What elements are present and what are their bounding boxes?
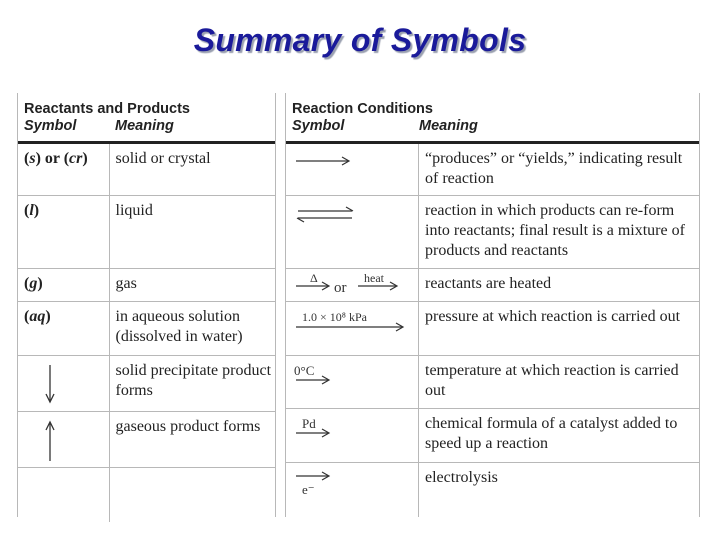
pressure-label: 1.0 × 10⁸ kPa bbox=[302, 309, 367, 324]
table-row bbox=[286, 142, 699, 195]
reactants-products-table bbox=[18, 93, 275, 522]
right-meaning-header: Meaning bbox=[419, 118, 478, 134]
table-row bbox=[18, 195, 275, 268]
delta-label: Δ bbox=[310, 270, 318, 285]
symbol-gas: (g) bbox=[24, 274, 43, 292]
or-label: or bbox=[334, 279, 347, 296]
meaning-cell: solid or crystal bbox=[109, 142, 275, 195]
table-row bbox=[286, 462, 699, 517]
up-arrow-icon bbox=[24, 417, 64, 463]
reaction-conditions-heading: Reaction Conditions bbox=[292, 101, 433, 117]
reaction-conditions-table bbox=[286, 93, 699, 517]
table-row bbox=[286, 301, 699, 355]
meaning-cell: reaction in which products can re-form into reactants; final result is a mixture of products and reactants bbox=[419, 195, 700, 268]
pressure-arrow-icon bbox=[292, 307, 414, 337]
reactants-products-heading: Reactants and Products bbox=[24, 101, 190, 117]
electrolysis-arrow-icon bbox=[292, 468, 372, 502]
table-row bbox=[286, 355, 699, 408]
slide-title: Summary of Symbols bbox=[193, 22, 527, 58]
meaning-cell: chemical formula of a catalyst added to speed up a reaction bbox=[419, 408, 700, 462]
meaning-cell: electrolysis bbox=[419, 462, 700, 517]
right-symbol-header: Symbol bbox=[292, 118, 345, 134]
table-row bbox=[18, 301, 275, 355]
meaning-cell: liquid bbox=[109, 195, 275, 268]
symbol-liquid: (l) bbox=[24, 201, 40, 219]
electrolysis-label: e⁻ bbox=[302, 481, 315, 497]
table-row bbox=[286, 268, 699, 301]
meaning-cell: solid precipitate product forms bbox=[109, 355, 275, 411]
reaction-conditions-panel bbox=[285, 93, 700, 517]
table-row bbox=[286, 195, 699, 268]
meaning-cell: reactants are heated bbox=[419, 268, 700, 301]
catalyst-label: Pd bbox=[302, 415, 316, 431]
meaning-cell: in aqueous solution (dissolved in water) bbox=[109, 301, 275, 355]
symbol-aqueous: (aq) bbox=[24, 307, 51, 325]
right-arrow-icon bbox=[292, 149, 402, 173]
table-row bbox=[286, 408, 699, 462]
table-row bbox=[18, 411, 275, 467]
reactants-products-panel bbox=[17, 93, 276, 517]
table-row-empty bbox=[18, 467, 275, 522]
table-row bbox=[18, 268, 275, 301]
meaning-cell: temperature at which reaction is carried out bbox=[419, 355, 700, 408]
down-arrow-icon bbox=[24, 361, 64, 407]
table-row bbox=[18, 142, 275, 195]
catalyst-arrow-icon bbox=[292, 414, 372, 446]
heat-label: heat bbox=[364, 270, 384, 285]
symbol-solid: (s) or (cr) bbox=[24, 149, 88, 167]
temperature-label: 0°C bbox=[294, 362, 315, 378]
temperature-arrow-icon bbox=[292, 361, 372, 393]
heat-arrows-icon bbox=[292, 271, 414, 297]
left-symbol-header: Symbol bbox=[24, 118, 77, 134]
table-row bbox=[18, 355, 275, 411]
meaning-cell: pressure at which reaction is carried out bbox=[419, 301, 700, 355]
meaning-cell: gas bbox=[109, 268, 275, 301]
meaning-cell: gaseous product forms bbox=[109, 411, 275, 467]
meaning-cell: “produces” or “yields,” indicating result of reaction bbox=[419, 142, 700, 195]
equilibrium-arrows-icon bbox=[292, 201, 402, 229]
left-meaning-header: Meaning bbox=[115, 118, 174, 134]
